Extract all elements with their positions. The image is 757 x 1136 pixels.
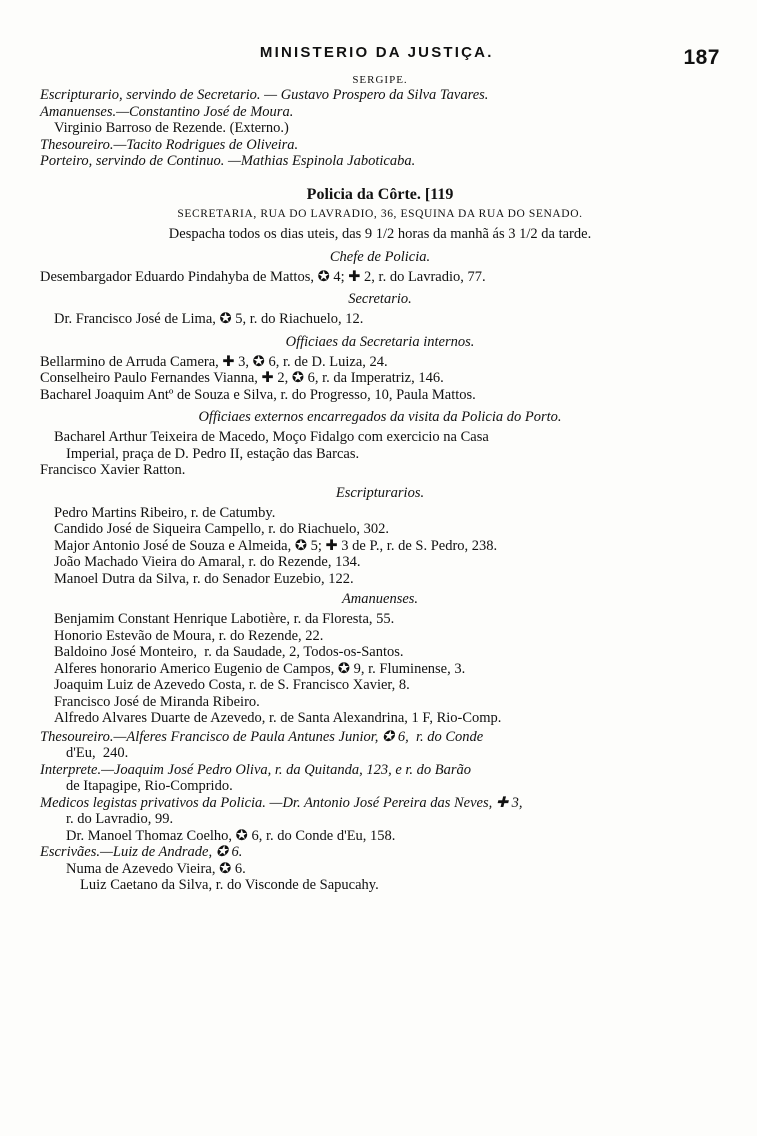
list-item: Francisco José de Miranda Ribeiro.	[54, 693, 260, 710]
page-content	[40, 44, 720, 896]
page-header	[40, 44, 720, 70]
list-item: d'Eu, 240.	[66, 745, 129, 761]
list-item: Thesoureiro.—Alferes Francisco de Paula Antunes Junior, ✪ 6, r. do Conde	[40, 728, 484, 745]
policia-tail-list	[40, 729, 720, 894]
policia-hours: Despacha todos os dias uteis, das 9 1/2 horas da manhã ás 3 1/2 da tarde.	[168, 225, 592, 242]
list-item: Alferes honorario Americo Eugenio de Campos, ✪ 9, r. Fluminense, 3.	[54, 660, 466, 677]
list-item: Numa de Azevedo Vieira, ✪ 6.	[66, 860, 246, 877]
heading-officiaes-externos: Officiaes externos encarregados da visita da Policia do Porto.	[198, 409, 562, 425]
list-item: Virginio Barroso de Rezende. (Externo.)	[54, 120, 289, 136]
list-item: r. do Lavradio, 99.	[66, 811, 174, 827]
list-item: Dr. Francisco José de Lima, ✪ 5, r. do Riachuelo, 12.	[54, 311, 364, 327]
list-item: Honorio Estevão de Moura, r. do Rezende, 22.	[54, 627, 324, 644]
list-item: Interprete.—Joaquim José Pedro Oliva, r. da Quitanda, 123, e r. do Barão	[40, 761, 472, 778]
page-number: 187	[683, 46, 720, 69]
policia-address: SECRETARIA, RUA DO LAVRADIO, 36, ESQUINA DA RUA DO SENADO.	[177, 207, 583, 220]
list-item: Bacharel Arthur Teixeira de Macedo, Moço Fidalgo com exercicio na Casa	[54, 429, 489, 445]
list-item: Bacharel Joaquim Antº de Souza e Silva, r. do Progresso, 10, Paula Mattos.	[40, 386, 476, 403]
heading-chefe-de-policia: Chefe de Policia.	[329, 248, 431, 265]
running-title: MINISTERIO DA JUSTIÇA.	[259, 44, 494, 61]
list-item: Conselheiro Paulo Fernandes Vianna, ✚ 2, ✪ 6, r. da Imperatriz, 146.	[40, 370, 444, 386]
section-caption-sergipe: SERGIPE.	[352, 74, 408, 86]
list-item: João Machado Vieira do Amaral, r. do Rezende, 134.	[54, 554, 361, 570]
officiaes-internos-list	[40, 354, 720, 404]
amanuenses-list	[40, 611, 720, 727]
list-item: Amanuenses.—Constantino José de Moura.	[40, 103, 294, 120]
heading-amanuenses: Amanuenses.	[341, 591, 419, 607]
officiaes-externos-list	[40, 429, 720, 479]
list-item: Baldoino José Monteiro, r. da Saudade, 2, Todos-os-Santos.	[54, 644, 404, 660]
list-item: Candido José de Siqueira Campello, r. do Riachuelo, 302.	[54, 521, 390, 537]
list-item: Luiz Caetano da Silva, r. do Visconde de Sapucahy.	[80, 877, 379, 893]
list-item: Benjamim Constant Henrique Labotière, r. da Floresta, 55.	[54, 611, 395, 627]
list-item: Pedro Martins Ribeiro, r. de Catumby.	[54, 504, 276, 521]
list-item: Thesoureiro.—Tacito Rodrigues de Oliveira.	[40, 136, 299, 153]
heading-secretario: Secretario.	[348, 291, 412, 307]
list-item: Joaquim Luiz de Azevedo Costa, r. de S. Francisco Xavier, 8.	[54, 677, 410, 693]
list-item: Imperial, praça de D. Pedro II, estação das Barcas.	[66, 445, 360, 462]
list-item: Francisco Xavier Ratton.	[40, 462, 186, 478]
list-item: Manoel Dutra da Silva, r. do Senador Euzebio, 122.	[54, 570, 354, 587]
list-item: Desembargador Eduardo Pindahyba de Mattos, ✪ 4; ✚ 2, r. do Lavradio, 77.	[40, 268, 486, 285]
list-item: Escripturario, servindo de Secretario. — Gustavo Prospero da Silva Tavares.	[40, 87, 489, 103]
sergipe-entries	[40, 87, 720, 170]
list-item: Alfredo Alvares Duarte de Azevedo, r. de Santa Alexandrina, 1 F, Rio-Comp.	[54, 710, 502, 726]
list-item: Bellarmino de Arruda Camera, ✚ 3, ✪ 6, r. de D. Luiza, 24.	[40, 353, 388, 370]
list-item: Major Antonio José de Souza e Almeida, ✪ 5; ✚ 3 de P., r. de S. Pedro, 238.	[54, 537, 498, 554]
list-item: de Itapagipe, Rio-Comprido.	[66, 778, 233, 794]
list-item: Porteiro, servindo de Continuo. —Mathias Espinola Jaboticaba.	[40, 153, 416, 169]
heading-officiaes-internos: Officiaes da Secretaria internos.	[285, 333, 475, 350]
list-item: Medicos legistas privativos da Policia. —Dr. Antonio José Pereira das Neves, ✚ 3,	[40, 794, 523, 811]
list-item: Escrivães.—Luiz de Andrade, ✪ 6.	[40, 844, 243, 860]
escripturarios-list	[40, 505, 720, 588]
section-title-policia: Policia da Côrte. [119	[306, 185, 454, 203]
heading-escripturarios: Escripturarios.	[335, 484, 425, 501]
list-item: Dr. Manoel Thomaz Coelho, ✪ 6, r. do Conde d'Eu, 158.	[66, 827, 396, 844]
